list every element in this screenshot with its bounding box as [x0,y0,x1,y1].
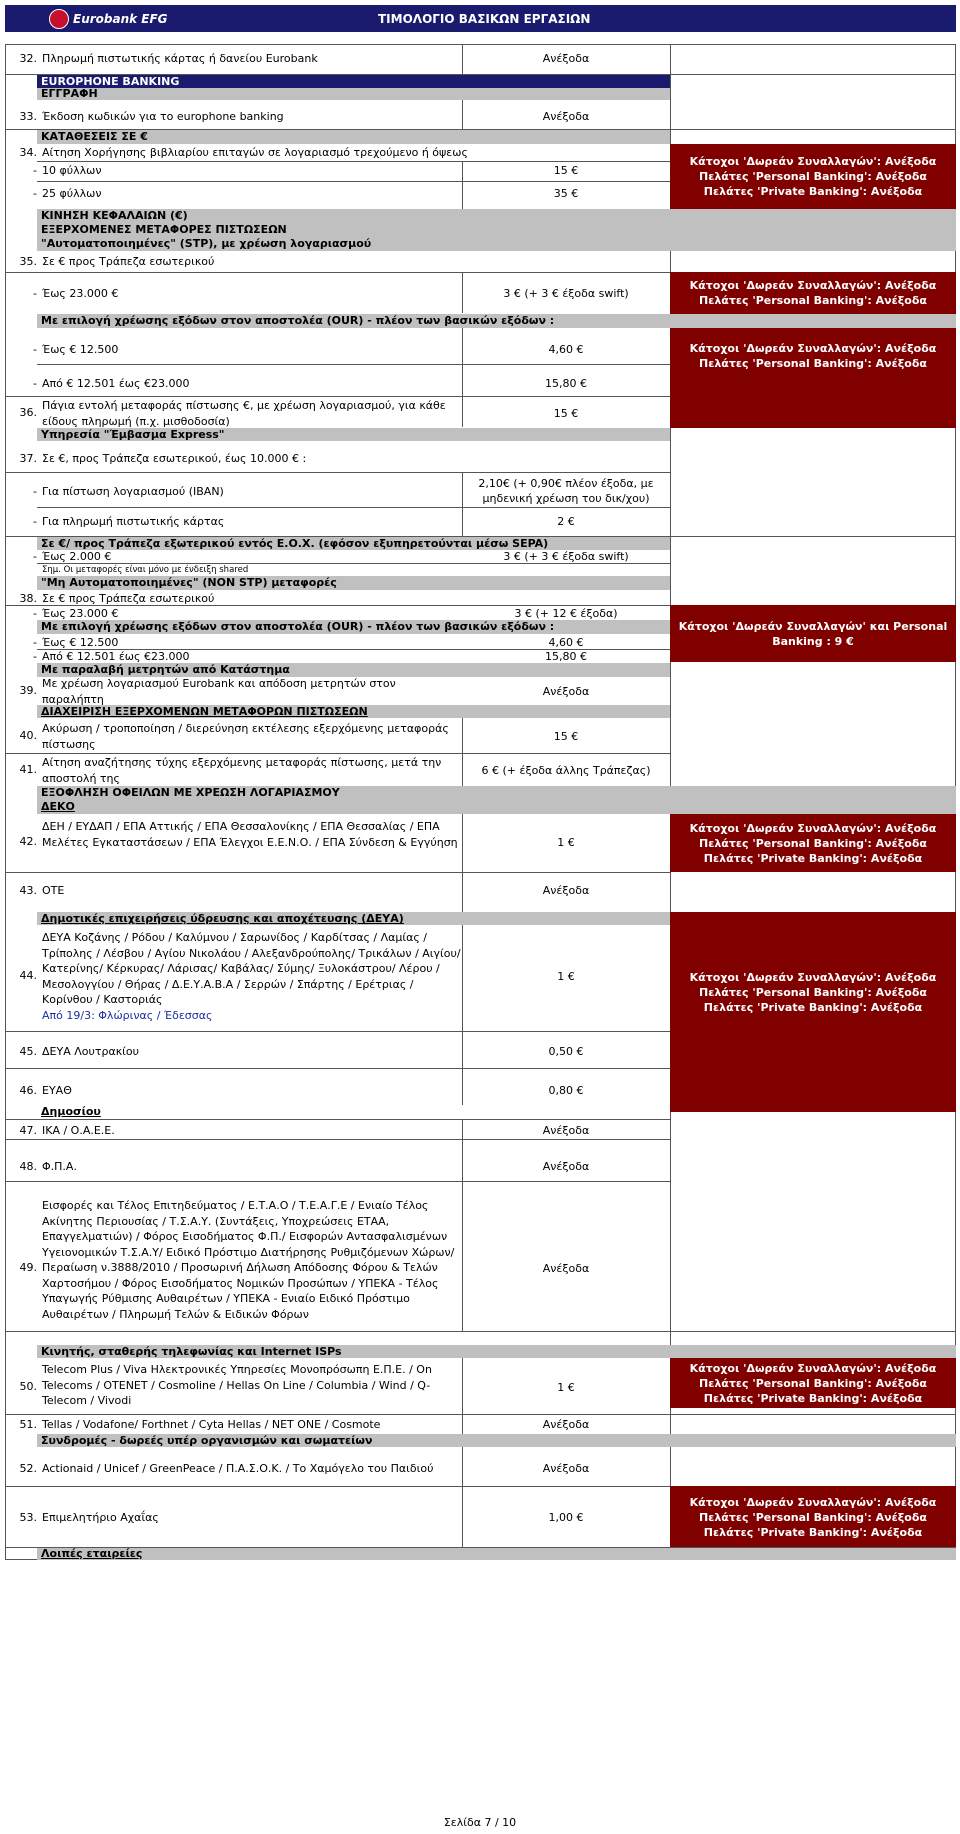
section-diaxeirisi: ΔΙΑΧΕΙΡΙΣΗ ΕΞΕΡΧΟΜΕΝΩΝ ΜΕΤΑΦΟΡΩΝ ΠΙΣΤΩΣΕΩΝ [37,705,670,718]
row-dash: - [33,485,37,498]
col-divider [462,1119,463,1331]
row-fee: Ανέξοδα [542,110,590,123]
row-fee: 3 € (+ 3 € έξοδα swift) [503,550,629,563]
row-dash: - [33,187,37,200]
discount-spacer [670,371,956,415]
discount-note [670,605,956,662]
row-description: Για πίστωση λογαριασμού (IBAN) [42,485,224,498]
row-number: 39. [19,684,37,697]
row-description: Tellas / Vodafone/ Forthnet / Cyta Hellas / NET ONE / Cosmote [42,1418,381,1431]
section-stp: "Αυτοματοποιημένες" (STP), με χρέωση λογαριασμού [37,237,670,251]
discount-line: Πελάτες 'Personal Banking': Ανέξοδα [699,836,927,850]
row-divider [5,1068,670,1069]
row-dash: - [33,343,37,356]
discount-note [670,272,956,314]
row-description: Με χρέωση λογαριασμού Eurobank και απόδοση μετρητών στον παραλήπτη [42,677,396,706]
col-divider [462,1447,463,1547]
row-fee: Ανέξοδα [542,1160,590,1173]
discount-note [670,1486,956,1548]
row-fee: 15,80 € [545,650,587,663]
section-nonstp: "Μη Αυτοματοποιημένες" (NON STP) μεταφορές [37,576,670,590]
row-fee: 3 € (+ 12 € έξοδα) [514,607,618,620]
row-number: 44. [19,969,37,982]
row-number: 40. [19,729,37,742]
row-number: 46. [19,1084,37,1097]
discount-line: Κάτοχοι 'Δωρεάν Συναλλαγών': Ανέξοδα [689,970,937,984]
row-fee: 2,10€ (+ 0,90€ πλέον έξοδα, με μηδενική χρέωση του δικ/χου) [478,477,654,505]
row-number: 35. [19,255,37,268]
discount-line: Πελάτες 'Private Banking': Ανέξοδα [703,851,923,865]
row-divider [5,1414,956,1415]
row-dash: - [33,607,37,620]
row-divider [5,1119,670,1120]
col-divider [462,925,463,1085]
section-deya: Δημοτικές επιχειρήσεις ύδρευσης και αποχέτευσης (ΔΕΥΑ) [37,912,670,925]
row-description: Ακύρωση / τροποποίηση / διερεύνηση εκτέλεσης εξερχόμενης μεταφοράς πίστωσης [42,722,449,751]
row-divider [5,396,670,397]
row-dash: - [33,650,37,663]
row-number: 43. [19,884,37,897]
section-our: Με επιλογή χρέωσης εξόδων στον αποστολέα (OUR) - πλέον των βασικών εξόδων : [37,620,670,634]
discount-line: Κάτοχοι 'Δωρεάν Συναλλαγών': Ανέξοδα [689,279,937,292]
section-europhone: EUROPHONE BANKING [37,75,670,88]
row-description: Έως € 12.500 [42,636,119,649]
row-fee: 15 € [553,164,579,177]
row-fee: 0,80 € [548,1084,584,1097]
grey-filler [670,1548,956,1560]
row-description: ΔΕΗ / ΕΥΔΑΠ / ΕΠΑ Αττικής / ΕΠΑ Θεσσαλονίκης / ΕΠΑ Θεσσαλίας / ΕΠΑ Μελέτες Εγκαταστάσεων / ΕΠΑ Έλεγχοι Ε.Ε.Ν.Ο. / ΕΠΑ Σύνδεση & Εγγύηση [42,820,458,849]
row-dash: - [33,550,37,563]
row-fee: 15,80 € [545,377,587,390]
row-dash: - [33,287,37,300]
section-kiniti: Κινητής, σταθερής τηλεφωνίας και Internet ISPs [37,1345,670,1358]
row-number: 48. [19,1160,37,1173]
row-description: Επιμελητήριο Αχαΐας [42,1511,159,1524]
discount-note [670,912,956,1072]
grey-filler [670,786,956,814]
row-description: Έως 23.000 € [42,607,119,620]
row-fee: 15 € [553,407,579,420]
row-description: Για πληρωμή πιστωτικής κάρτας [42,515,225,528]
col-divider [462,1069,463,1105]
row-description: Πληρωμή πιστωτικής κάρτας ή δανείου Eurobank [42,52,318,65]
section-eggrafi: ΕΓΓΡΑΦΗ [37,88,670,100]
row-divider [37,507,670,508]
row-divider [5,753,670,754]
discount-line: Πελάτες 'Personal Banking': Ανέξοδα [699,294,927,307]
discount-line: Κάτοχοι 'Δωρεάν Συναλλαγών': Ανέξοδα [689,342,937,355]
row-number: 49. [19,1261,37,1274]
section-exerxomenes: ΕΞΕΡΧΟΜΕΝΕΣ ΜΕΤΑΦΟΡΕΣ ΠΙΣΤΩΣΕΩΝ [37,223,670,237]
discount-line: Κάτοχοι 'Δωρεάν Συναλλαγών': Ανέξοδα [689,1495,937,1509]
discount-line: Πελάτες 'Personal Banking': Ανέξοδα [699,1510,927,1524]
row-fee: 1 € [557,1381,575,1394]
row-fee: Ανέξοδα [542,1418,590,1431]
row-fee: 4,60 € [548,636,584,649]
page-header [5,5,956,32]
discount-line: Πελάτες 'Private Banking': Ανέξοδα [703,1391,923,1405]
row-number: 47. [19,1124,37,1137]
discount-note [670,1358,956,1408]
row-number: 37. [19,452,37,465]
row-divider [5,1139,670,1140]
col-divider [462,100,463,129]
row-description: Αίτηση αναζήτησης τύχης εξερχόμενης μεταφοράς πίστωσης, μετά την αποστολή της [42,756,442,785]
row-description: Από € 12.501 έως €23.000 [42,377,190,390]
discount-note [670,144,956,209]
row-dash: - [33,515,37,528]
section-kinisi: ΚΙΝΗΣΗ ΚΕΦΑΛΑΙΩΝ (€) [37,209,670,223]
row-divider [37,161,670,162]
row-divider [5,1181,670,1182]
row-dash: - [33,636,37,649]
row-fee: Ανέξοδα [542,1262,590,1275]
discount-line: Πελάτες 'Personal Banking': Ανέξοδα [699,170,927,183]
section-embasma: Υπηρεσία "Έμβασμα Express" [37,428,670,441]
row-dash: - [33,377,37,390]
note-shared: Σημ. Οι μεταφορές είναι μόνο με ένδειξη shared [42,565,249,575]
row-number: 41. [19,763,37,776]
section-paralavi: Με παραλαβή μετρητών από Κατάστημα [37,663,670,677]
discount-note [670,814,956,872]
row-description: Σε €, προς Τράπεζα εσωτερικού, έως 10.000 € : [42,452,307,465]
row-description: Από € 12.501 έως €23.000 [42,650,190,663]
row-fee: Ανέξοδα [542,1124,590,1137]
discount-line: Πελάτες 'Private Banking': Ανέξοδα [703,185,923,198]
logo-mark-icon [49,9,69,29]
discount-line: Πελάτες 'Personal Banking': Ανέξοδα [699,1376,927,1390]
grey-filler [670,314,956,328]
discount-line: Κάτοχοι 'Δωρεάν Συναλλαγών' και Personal Banking : 9 € [678,619,948,648]
row-fee: Ανέξοδα [542,52,590,65]
section-exoflisi: ΕΞΟΦΛΗΣΗ ΟΦΕΙΛΩΝ ΜΕ ΧΡΕΩΣΗ ΛΟΓΑΡΙΑΣΜΟΥ [37,786,670,800]
deya-note: Από 19/3: Φλώρινας / Έδεσσας [42,1008,213,1022]
grey-filler [670,1345,956,1358]
row-description: Σε € προς Τράπεζα εσωτερικού [42,255,215,268]
row-fee: 6 € (+ έξοδα άλλης Τράπεζας) [481,764,651,777]
row-description: Telecom Plus / Viva Ηλεκτρονικές Υπηρεσίες Μονοπρόσωπη Ε.Π.Ε. / On Telecoms / OTENET / Cosmoline / Hellas On Line / Columbia / Wind / Q-Telecom / Vivodi [42,1363,432,1407]
section-our: Με επιλογή χρέωσης εξόδων στον αποστολέα (OUR) - πλέον των βασικών εξόδων : [37,314,670,328]
row-description: Έως € 12.500 [42,343,119,356]
row-description: Actionaid / Unicef / GreenPeace / Π.Α.Σ.Ο.Κ. / Το Χαμόγελο του Παιδιού [42,1462,434,1475]
row-description: Αίτηση Χορήγησης βιβλιαρίου επιταγών σε λογαριασμό τρεχούμενο ή όψεως [42,146,468,159]
row-fee: Ανέξοδα [542,884,590,897]
row-number: 34. [19,146,37,159]
row-fee: 1,00 € [548,1511,584,1524]
grey-filler [670,1434,956,1447]
row-description: ΕΥΑΘ [42,1084,72,1097]
row-description: 25 φύλλων [42,187,102,200]
row-divider [37,364,670,365]
row-divider [5,872,670,873]
row-fee: 35 € [553,187,579,200]
discount-line: Πελάτες 'Personal Banking': Ανέξοδα [699,985,927,999]
row-number: 52. [19,1462,37,1475]
eurobank-logo [43,7,168,31]
row-description: Έκδοση κωδικών για το europhone banking [42,110,284,123]
row-description: Σε € προς Τράπεζα εσωτερικού [42,592,215,605]
section-dimosio: Δημοσίου [37,1105,670,1119]
deya-list: ΔΕΥΑ Κοζάνης / Ρόδου / Καλύμνου / Σαρωνίδος / Καρδίτσας / Λαμίας / Τρίπολης / Λέσβου / Αγίου Νικολάου / Αλεξανδρούπολης/ Τρικάλων / Αιγίου/ Κατερίνης/ Κέρκυρας/ Λάρισας/ Καβάλας/ Σύμης/ Ξυλοκάστρου/ Λέρου / Μεσολογγίου / Θήρας / Δ.Ε.Υ.Α.Β.Α / Σερρών / Σπάρτης / Ερέτριας / Κορίνθου / Καστοριάς [42,931,461,1006]
row-fee: 4,60 € [548,343,584,356]
row-description: ΟΤΕ [42,884,65,897]
col-divider [462,272,463,313]
row-fee: 2 € [557,515,575,528]
row-number: 42. [19,835,37,848]
row-description: ΔΕΥΑ Λουτρακίου [42,1045,139,1058]
section-katatheseis: ΚΑΤΑΘΕΣΕΙΣ ΣΕ € [37,130,670,144]
row-divider [5,472,670,473]
page-title: ΤΙΜΟΛΟΓΙΟ ΒΑΣΙΚΩΝ ΕΡΓΑΣΙΩΝ [378,12,591,26]
row-number: 33. [19,110,37,123]
brand-name: Eurobank EFG [73,12,168,26]
row-description: Έως 2.000 € [42,550,112,563]
row-number: 53. [19,1511,37,1524]
row-divider [37,181,670,182]
row-number: 50. [19,1380,37,1393]
row-description: ΙΚΑ / Ο.Α.Ε.Ε. [42,1124,115,1137]
row-fee: Ανέξοδα [542,685,590,698]
discount-line: Κάτοχοι 'Δωρεάν Συναλλαγών': Ανέξοδα [689,821,937,835]
row-number: 38. [19,592,37,605]
section-syndromes: Συνδρομές - δωρεές υπέρ οργανισμών και σωματείων [37,1434,670,1447]
discount-line: Πελάτες 'Private Banking': Ανέξοδα [703,1525,923,1539]
row-number: 32. [19,52,37,65]
row-divider [5,1486,670,1487]
row-fee: 1 € [557,970,575,983]
row-description [42,930,462,1023]
row-number: 45. [19,1045,37,1058]
discount-note [670,328,956,428]
grey-filler [670,209,956,251]
section-sepa: Σε €/ προς Τράπεζα εξωτερικού εντός Ε.Ο.Χ. (εφόσον εξυπηρετούνται μέσω SEPA) [37,537,670,550]
row-fee: 3 € (+ 3 € έξοδα swift) [503,287,629,300]
row-number: 51. [19,1418,37,1431]
row-divider [5,272,670,273]
row-divider [5,1331,956,1332]
discount-line: Κάτοχοι 'Δωρεάν Συναλλαγών': Ανέξοδα [689,155,937,168]
row-description: Εισφορές και Τέλος Επιτηδεύματος / Ε.Τ.Α.Ο / Τ.Ε.Α.Γ.Ε / Ενιαίο Τέλος Ακίνητης Περιουσίας / Τ.Σ.Α.Υ. (Συντάξεις, Υποχρεώσεις ΕΤΑΑ, Επαγγελματιών) / Φόρος Εισοδήματος Φ.Π./ Εισφορών Αντασφαλισμένων Υγειονομικών Τ.Σ.Α.Υ/ Ειδικό Πρόστιμο Διατήρησης Ρυθμιζόμενων Χώρων/ Περαίωση ν.3888/2010 / Προσωρινή Δήλωση Απόδοσης Φόρου & Τελών Χαρτοσήμου / Φόρος Εισοδήματος Νομικών Προσώπων / ΥΠΕΚΑ - Τέλος Υπαγωγής Ρύθμισης Αυθαιρέτων / ΥΠΕΚΑ - Ενιαίο Ειδικό Πρόστιμο Αυθαιρέτων / Πληρωμή Τελών & Ειδικών Φόρων [42,1199,455,1321]
row-fee: 15 € [553,730,579,743]
page-number: Σελίδα 7 / 10 [443,1816,517,1829]
discount-line: Κάτοχοι 'Δωρεάν Συναλλαγών': Ανέξοδα [689,1361,937,1375]
row-description: Πάγια εντολή μεταφοράς πίστωσης €, με χρέωση λογαριασμού, για κάθε είδους πληρωμή (π.χ. μισθοδοσία) [42,399,446,428]
discount-note-filler [670,1072,956,1112]
section-loipes: Λοιπές εταιρείες [37,1548,670,1560]
row-fee: 1 € [557,836,575,849]
row-description: Φ.Π.Α. [42,1160,77,1173]
row-number: 36. [19,406,37,419]
row-description: 10 φύλλων [42,164,102,177]
row-fee: 0,50 € [548,1045,584,1058]
discount-line: Πελάτες 'Private Banking': Ανέξοδα [703,1000,923,1014]
col-divider [462,161,463,209]
discount-line: Πελάτες 'Personal Banking': Ανέξοδα [699,357,927,370]
row-dash: - [33,164,37,177]
row-fee: Ανέξοδα [542,1462,590,1475]
row-description: Έως 23.000 € [42,287,119,300]
section-deko: ΔΕΚΟ [37,800,670,814]
row-divider [5,1031,670,1032]
